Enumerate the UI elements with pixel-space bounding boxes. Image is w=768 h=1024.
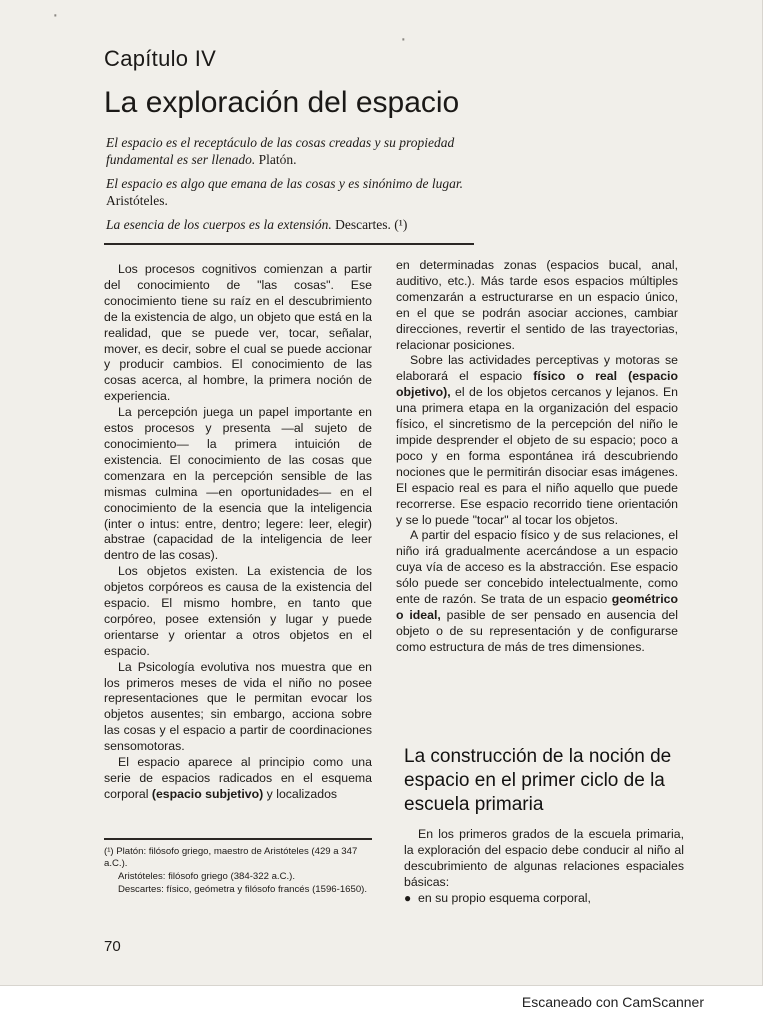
footnote-rule [104, 838, 372, 840]
bullet-icon: ● [404, 890, 412, 905]
epigraph-descartes: La esencia de los cuerpos es la extensión. Descartes. (¹) [106, 217, 408, 232]
camscanner-watermark: Escaneado con CamScanner [521, 994, 704, 1010]
footnote: Descartes: físico, geómetra y filósofo francés (1596-1650). [118, 884, 368, 895]
paragraph: A partir del espacio físico y de sus relaciones, el niño irá gradualmente acercándose a un espacio cuya vía de acceso es la abstracción. Ese espacio sólo puede ser concebido intelectualmente, como ente de razón. Se trata de un espacio geométrico o ideal, pasible de ser pensado en ausencia del objeto o de su representación y de configurarse como estructura de más de tres dimensiones. [396, 528, 678, 654]
page-number: 70 [104, 938, 121, 955]
footnote: (¹) Platón: filósofo griego, maestro de Aristóteles (429 a 347 a.C.). [104, 846, 358, 869]
footnote: Aristóteles: filósofo griego (384-322 a.C.). [118, 871, 296, 882]
scan-artifact: · [52, 4, 59, 26]
paragraph: La Psicología evolutiva nos muestra que en los primeros meses de vida el niño no posee representaciones que le permitan evocar los objetos ausentes; sin embargo, acciona sobre las cosas y el espacio a partir de coordinaciones sensomotoras. [104, 659, 372, 754]
paragraph: Los procesos cognitivos comienzan a partir del conocimiento de "las cosas". Ese conocimiento tiene su raíz en el descubrimiento de la existencia de algo, un objeto que está en la realidad, que se puede ver, tocar, señalar, mover, es decir, sobre el cual se puede accionar y producir cambios. El conocimiento de las cosas acerca, al hombre, la primera noción de experiencia. [104, 262, 372, 404]
section-heading: La construcción de la noción de espacio en el primer ciclo de la escuela primaria [404, 746, 672, 815]
section-intro [404, 827, 684, 907]
paragraph: Sobre las actividades perceptivas y motoras se elaborará el espacio físico o real (espacio objetivo), el de los objetos cercanos y lejanos. En una primera etapa en la organización del espacio físico, el sincretismo de la percepción del niño le impide desprender el objeto de su espacio; poco a poco y en forma espontánea irá descubriendo nociones que le permitirán disociar esas imágenes. El espacio real es para el niño aquello que puede recorrerse. Ese espacio recorrido tiene orientación y se lo puede "tocar" al tocar los objetos. [396, 353, 678, 527]
paragraph: En los primeros grados de la escuela primaria, la exploración del espacio debe conducir al niño al descubrimiento de algunas relaciones espaciales básicas: [404, 827, 684, 889]
paragraph: La percepción juega un papel importante en estos procesos y presenta —al sujeto de conocimiento— la primera intuición de existencia. El conocimiento de las cosas que comenzara en la percepción sensible de las mismas culmina —en oportunidades— en el conocimiento de la esencia que la inteligencia (inter o intus: entre, dentro; legere: leer, elegir) abstrae (capacidad de la inteligencia de leer dentro de las cosas). [104, 405, 372, 563]
chapter-label: Capítulo IV [104, 46, 217, 71]
epigraph-plato: El espacio es el receptáculo de las cosas creadas y su propiedad fundamental es ser llenado. Platón. [106, 135, 455, 167]
paragraph: Los objetos existen. La existencia de los objetos corpóreos es causa de la existencia del espacio. El mismo hombre, en tanto que corpóreo, posee extensión y lugar y puede orientarse y orientar a otros objetos en el espacio. [104, 564, 372, 658]
paragraph: en determinadas zonas (espacios bucal, anal, auditivo, etc.). Más tarde esos espacios múltiples comenzarán a estructurarse en un espacio único, en el que se podrán asociar acciones, cambiar direcciones, revertir el sentido de las trayectorias, relacionar posiciones. [396, 258, 678, 352]
scan-artifact: · [400, 28, 407, 50]
epigraph-rule [104, 243, 474, 245]
bullet-item: ● en su propio esquema corporal, [404, 890, 591, 905]
left-column [104, 262, 372, 803]
chapter-title: La exploración del espacio [104, 86, 460, 119]
paragraph: El espacio aparece al principio como una serie de espacios radicados en el esquema corporal (espacio subjetivo) y localizados [104, 755, 372, 801]
right-column [396, 258, 678, 656]
epigraphs [106, 134, 476, 240]
epigraph-aristotle: El espacio es algo que emana de las cosas y es sinónimo de lugar. Aristóteles. [106, 176, 463, 208]
footnotes [104, 846, 376, 897]
